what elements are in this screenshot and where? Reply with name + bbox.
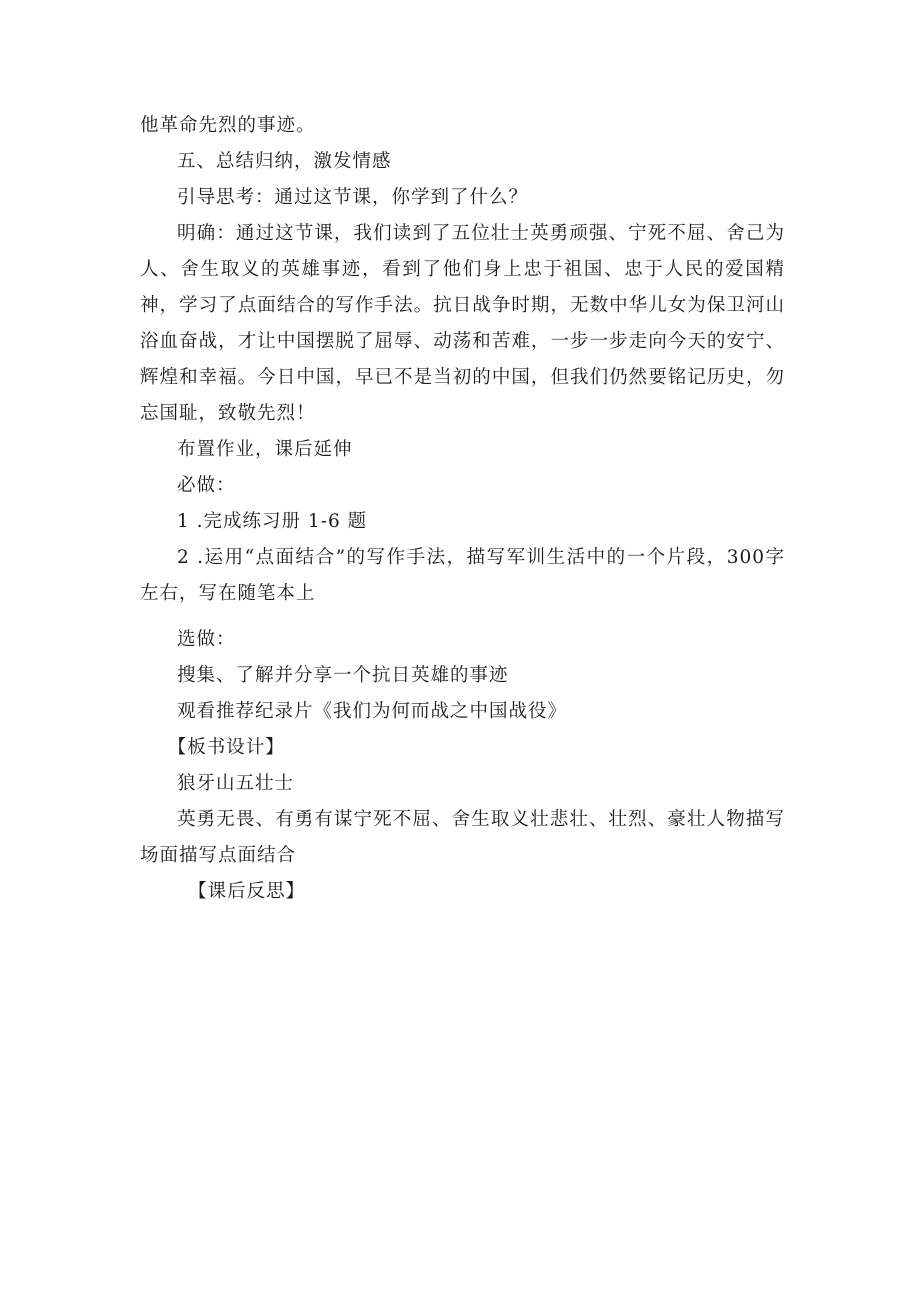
label-required: 必做： <box>177 475 236 496</box>
homework-item-2 <box>140 540 785 612</box>
paragraph-conclusion: 明确：通过这节课，我们读到了五位壮士英勇顽强、宁死不屈、舍己为人、舍生取义的英雄事迹，看到了他们身上忠于祖国、忠于人民的爱国精神，学习了点面结合的写作手法。抗日战争时期，无数中华儿女为保卫河山浴血奋战，才让中国摆脱了屈辱、动荡和苦难，一步一步走向今天的安宁、辉煌和幸福。今日中国，早已不是当初的中国，但我们仍然要铭记历史，勿忘国耻，致敬先烈！ <box>140 223 785 424</box>
section-heading-summary: 五、总结归纳，激发情感 <box>177 151 392 172</box>
homework-item-1 <box>140 504 785 540</box>
list-text: .运用“点面结合”的写作手法，描写军训生活中的一个片段，300字左右，写在随笔本上 <box>140 547 786 604</box>
heading-reflection: 【课后反思】 <box>188 881 306 902</box>
heading-board-design: 【板书设计】 <box>167 737 285 758</box>
list-text: .完成练习册 1-6 题 <box>196 511 368 532</box>
optional-item-1: 搜集、了解并分享一个抗日英雄的事迹 <box>177 665 509 686</box>
document-body <box>140 108 785 910</box>
heading-homework: 布置作业，课后延伸 <box>177 439 353 460</box>
paragraph-guided-question: 引导思考：通过这节课，你学到了什么？ <box>177 187 529 208</box>
paragraph-continuation: 他革命先烈的事迹。 <box>140 115 316 136</box>
board-content: 英勇无畏、有勇有谋宁死不屈、舍生取义壮悲壮、壮烈、豪壮人物描写场面描写点面结合 <box>140 809 785 866</box>
board-title: 狼牙山五壮士 <box>177 773 295 794</box>
list-number: 2 <box>177 547 198 568</box>
list-number: 1 <box>177 511 197 532</box>
label-optional: 选做： <box>177 629 236 650</box>
optional-item-2: 观看推荐纪录片《我们为何而战之中国战役》 <box>177 701 568 722</box>
